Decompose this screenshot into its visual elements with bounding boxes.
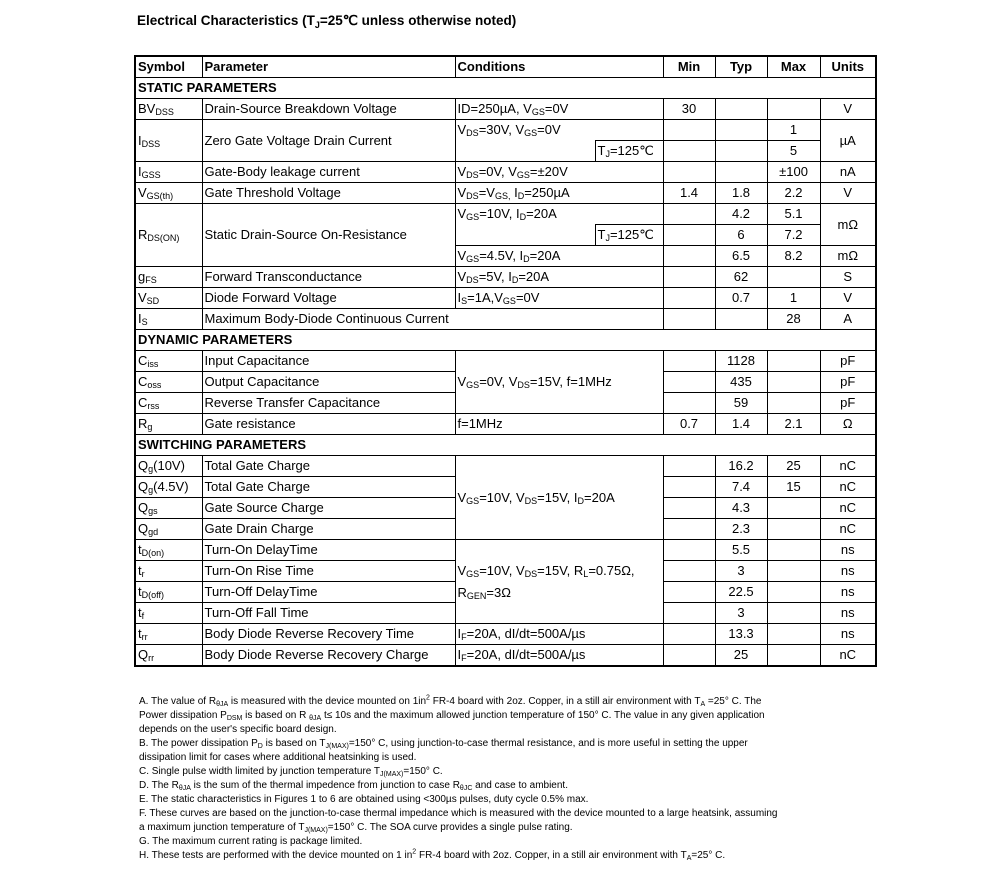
symbol-cell: $BV_{DSS}$ [135, 99, 202, 120]
parameter-cell: Forward Transconductance [202, 267, 455, 288]
max-cell: 2.1 [767, 414, 820, 435]
typ-cell: 4.2 [715, 204, 767, 225]
symbol-cell: $Q_{gs}$ [135, 498, 202, 519]
note-h: H. These tests are performed with the device mounted on 1 $in^2$ FR-4 board with 2oz. Copper, in a still air environment with $T_A=25^\circ$ C. [139, 848, 726, 862]
typ-cell [715, 309, 767, 330]
min-cell: 0.7 [663, 414, 715, 435]
max-cell: 1 [767, 288, 820, 309]
note-d: D. The $R_{\theta JA}$ is the sum of the thermal impedence from junction to case $R_{\theta JC}$ and case to ambient. [139, 780, 568, 792]
units-cell: V [820, 183, 876, 204]
note-f: F. These curves are based on the junction-to-case thermal impedance which is measured with the device mounted to a large heatsink, assuming a maximum junction temperature of $T_{J(MAX)}=150^\circ$ C. The SOA curve provides a single pulse rating. [139, 808, 778, 834]
conditions-cell: f=1MHz [455, 414, 663, 435]
symbol-cell: $R_{DS(ON)}$ [135, 204, 202, 267]
units-cell: Ω [820, 414, 876, 435]
min-cell [663, 540, 715, 561]
units-cell: nA [820, 162, 876, 183]
symbol-cell: $C_{oss}$ [135, 372, 202, 393]
min-cell [663, 561, 715, 582]
typ-cell: 25 [715, 645, 767, 667]
min-cell: 1.4 [663, 183, 715, 204]
units-cell: ns [820, 540, 876, 561]
parameter-cell: Body Diode Reverse Recovery Charge [202, 645, 455, 667]
max-cell: 15 [767, 477, 820, 498]
max-cell: 2.2 [767, 183, 820, 204]
max-cell: 1 [767, 120, 820, 141]
symbol-cell: $R_g$ [135, 414, 202, 435]
min-cell [663, 372, 715, 393]
table-header-row [135, 56, 876, 78]
max-cell: 5 [767, 141, 820, 162]
min-cell [663, 603, 715, 624]
typ-cell: 6 [715, 225, 767, 246]
max-cell [767, 519, 820, 540]
parameter-cell: Gate Drain Charge [202, 519, 455, 540]
typ-cell: 2.3 [715, 519, 767, 540]
units-cell: pF [820, 393, 876, 414]
table-row [135, 624, 876, 645]
table-row [135, 288, 876, 309]
max-cell [767, 351, 820, 372]
symbol-cell: $t_r$ [135, 561, 202, 582]
conditions-cell: $I_S=1A,V_{GS}=0V$ [455, 288, 663, 309]
parameter-cell: Maximum Body-Diode Continuous Current [202, 309, 663, 330]
symbol-cell: $I_S$ [135, 309, 202, 330]
typ-cell: 0.7 [715, 288, 767, 309]
max-cell: 7.2 [767, 225, 820, 246]
max-cell [767, 267, 820, 288]
symbol-cell: $t_{D(on)}$ [135, 540, 202, 561]
parameter-cell: Zero Gate Voltage Drain Current [202, 120, 455, 162]
units-cell: mΩ [820, 204, 876, 246]
conditions-cell: $V_{GS}=4.5V$, $I_D=20A$ [455, 246, 663, 267]
symbol-cell: $Q_{gd}$ [135, 519, 202, 540]
header-typ: Typ [715, 56, 767, 78]
max-cell [767, 393, 820, 414]
table-row [135, 162, 876, 183]
max-cell [767, 624, 820, 645]
symbol-cell: $V_{GS(th)}$ [135, 183, 202, 204]
min-cell [663, 120, 715, 141]
conditions-cell: $V_{DS}=30V$, $V_{GS}=0V$ [455, 120, 663, 141]
table-row [135, 351, 876, 372]
max-cell [767, 540, 820, 561]
parameter-cell: Turn-Off DelayTime [202, 582, 455, 603]
conditions-cell: $V_{DS}=0V$, $V_{GS}=\pm 20V$ [455, 162, 663, 183]
header-min: Min [663, 56, 715, 78]
conditions-cell: ID=250µA, $V_{GS}=0V$ [455, 99, 663, 120]
symbol-cell: $Q_g(4.5V)$ [135, 477, 202, 498]
units-cell: nC [820, 645, 876, 667]
parameter-cell: Turn-On Rise Time [202, 561, 455, 582]
units-cell: µA [820, 120, 876, 162]
note-b: B. The power dissipation $P_D$ is based on $T_{J(MAX)}=150^\circ$ C, using junction-to-case thermal resistance, and is more useful in setting the upper dissipation limit for cases where additional heatsinking is used. [139, 738, 748, 763]
min-cell [663, 582, 715, 603]
conditions-cell [455, 141, 595, 162]
typ-cell: 7.4 [715, 477, 767, 498]
section-static: STATIC PARAMETERS [135, 78, 876, 99]
units-cell: nC [820, 519, 876, 540]
table-row [135, 204, 876, 225]
table-row [135, 309, 876, 330]
conditions-cell: $I_F=20A$, dI/dt=500A/µs [455, 624, 663, 645]
typ-cell [715, 120, 767, 141]
conditions-cell: $V_{DS}=5V$, $I_D=20A$ [455, 267, 663, 288]
electrical-characteristics-table [134, 55, 877, 667]
typ-cell: 3 [715, 603, 767, 624]
parameter-cell: Gate Source Charge [202, 498, 455, 519]
note-e: E. The static characteristics in Figures 1 to 6 are obtained using <300µs pulses, duty cycle 0.5% max. [139, 794, 589, 805]
min-cell [663, 645, 715, 667]
typ-cell: 435 [715, 372, 767, 393]
page-title: Electrical Characteristics ($T_J=25℃$ unless otherwise noted) [137, 13, 517, 30]
max-cell: 25 [767, 456, 820, 477]
typ-cell [715, 141, 767, 162]
parameter-cell: Body Diode Reverse Recovery Time [202, 624, 455, 645]
note-g: G. The maximum current rating is package limited. [139, 836, 363, 847]
parameter-cell: Gate-Body leakage current [202, 162, 455, 183]
units-cell: ns [820, 624, 876, 645]
conditions-cell: $V_{GS}=0V$, $V_{DS}=15V$, f=1MHz [455, 351, 663, 414]
min-cell [663, 162, 715, 183]
min-cell [663, 351, 715, 372]
typ-cell: 3 [715, 561, 767, 582]
typ-cell: 6.5 [715, 246, 767, 267]
min-cell [663, 624, 715, 645]
conditions-cell: $V_{GS}=10V$, $V_{DS}=15V$, $R_L=0.75\Omega$, $R_{GEN}=3\Omega$ [455, 540, 663, 624]
header-symbol: Symbol [135, 56, 202, 78]
symbol-cell: $C_{iss}$ [135, 351, 202, 372]
table-row [135, 456, 876, 477]
tj-condition-cell: $T_J=125℃$ [595, 141, 663, 162]
typ-cell: 13.3 [715, 624, 767, 645]
section-dynamic: DYNAMIC PARAMETERS [135, 330, 876, 351]
parameter-cell: Gate resistance [202, 414, 455, 435]
parameter-cell: Output Capacitance [202, 372, 455, 393]
max-cell [767, 645, 820, 667]
max-cell [767, 582, 820, 603]
footnotes [139, 695, 879, 863]
units-cell: pF [820, 351, 876, 372]
min-cell [663, 309, 715, 330]
tj-condition-cell: $T_J=125℃$ [595, 225, 663, 246]
parameter-cell: Total Gate Charge [202, 477, 455, 498]
units-cell: V [820, 99, 876, 120]
table-row [135, 267, 876, 288]
units-cell: nC [820, 498, 876, 519]
symbol-cell: $t_f$ [135, 603, 202, 624]
typ-cell: 5.5 [715, 540, 767, 561]
parameter-cell: Turn-Off Fall Time [202, 603, 455, 624]
table-row [135, 645, 876, 667]
units-cell: pF [820, 372, 876, 393]
conditions-cell: $V_{GS}=10V$, $V_{DS}=15V$, $I_D=20A$ [455, 456, 663, 540]
symbol-cell: $t_{rr}$ [135, 624, 202, 645]
section-switching: SWITCHING PARAMETERS [135, 435, 876, 456]
min-cell [663, 477, 715, 498]
header-parameter: Parameter [202, 56, 455, 78]
units-cell: S [820, 267, 876, 288]
typ-cell: 1.4 [715, 414, 767, 435]
table-row [135, 414, 876, 435]
min-cell [663, 246, 715, 267]
header-conditions: Conditions [455, 56, 663, 78]
header-units: Units [820, 56, 876, 78]
parameter-cell: Input Capacitance [202, 351, 455, 372]
min-cell [663, 393, 715, 414]
max-cell [767, 498, 820, 519]
parameter-cell: Drain-Source Breakdown Voltage [202, 99, 455, 120]
parameter-cell: Total Gate Charge [202, 456, 455, 477]
note-c: C. Single pulse width limited by junction temperature $T_{J(MAX)}=150^\circ$ C. [139, 766, 443, 778]
typ-cell [715, 99, 767, 120]
parameter-cell: Turn-On DelayTime [202, 540, 455, 561]
typ-cell: 1128 [715, 351, 767, 372]
symbol-cell: $Q_{rr}$ [135, 645, 202, 667]
max-cell [767, 99, 820, 120]
max-cell [767, 603, 820, 624]
parameter-cell: Static Drain-Source On-Resistance [202, 204, 455, 267]
header-max: Max [767, 56, 820, 78]
units-cell: ns [820, 582, 876, 603]
typ-cell: 16.2 [715, 456, 767, 477]
max-cell [767, 372, 820, 393]
conditions-cell [455, 225, 595, 246]
table-row [135, 540, 876, 561]
min-cell: 30 [663, 99, 715, 120]
typ-cell: 62 [715, 267, 767, 288]
units-cell: ns [820, 561, 876, 582]
parameter-cell: Diode Forward Voltage [202, 288, 455, 309]
min-cell [663, 204, 715, 225]
max-cell: 28 [767, 309, 820, 330]
min-cell [663, 519, 715, 540]
table-row [135, 120, 876, 141]
max-cell: ±100 [767, 162, 820, 183]
typ-cell: 1.8 [715, 183, 767, 204]
note-a: A. The value of $R_{\theta JA}$ is measured with the device mounted on $1in^2$ FR-4 board with 2oz. Copper, in a still air environment with $T_A =25^\circ$ C. The Power dissipation $P_{DSM}$ is based on R $_{\theta JA}$ t≤ 10s and the maximum allowed junction temperature of 150° C. The value in any given application depends on the user's specific board design. [139, 694, 765, 735]
typ-cell: 22.5 [715, 582, 767, 603]
parameter-cell: Reverse Transfer Capacitance [202, 393, 455, 414]
units-cell: V [820, 288, 876, 309]
table-row [135, 99, 876, 120]
units-cell: ns [820, 603, 876, 624]
typ-cell: 59 [715, 393, 767, 414]
symbol-cell: $g_{FS}$ [135, 267, 202, 288]
typ-cell [715, 162, 767, 183]
units-cell: mΩ [820, 246, 876, 267]
units-cell: nC [820, 456, 876, 477]
parameter-cell: Gate Threshold Voltage [202, 183, 455, 204]
symbol-cell: $I_{DSS}$ [135, 120, 202, 162]
min-cell [663, 456, 715, 477]
symbol-cell: $Q_g(10V)$ [135, 456, 202, 477]
max-cell [767, 561, 820, 582]
conditions-cell: $V_{DS}=V_{GS,}$ $I_D=250\mu A$ [455, 183, 663, 204]
min-cell [663, 267, 715, 288]
units-cell: nC [820, 477, 876, 498]
symbol-cell: $I_{GSS}$ [135, 162, 202, 183]
conditions-cell: $V_{GS}=10V$, $I_D=20A$ [455, 204, 663, 225]
conditions-cell: $I_F=20A$, dI/dt=500A/µs [455, 645, 663, 667]
table-row [135, 183, 876, 204]
max-cell: 5.1 [767, 204, 820, 225]
min-cell [663, 288, 715, 309]
symbol-cell: $V_{SD}$ [135, 288, 202, 309]
min-cell [663, 498, 715, 519]
max-cell: 8.2 [767, 246, 820, 267]
symbol-cell: $t_{D(off)}$ [135, 582, 202, 603]
min-cell [663, 225, 715, 246]
symbol-cell: $C_{rss}$ [135, 393, 202, 414]
typ-cell: 4.3 [715, 498, 767, 519]
min-cell [663, 141, 715, 162]
units-cell: A [820, 309, 876, 330]
